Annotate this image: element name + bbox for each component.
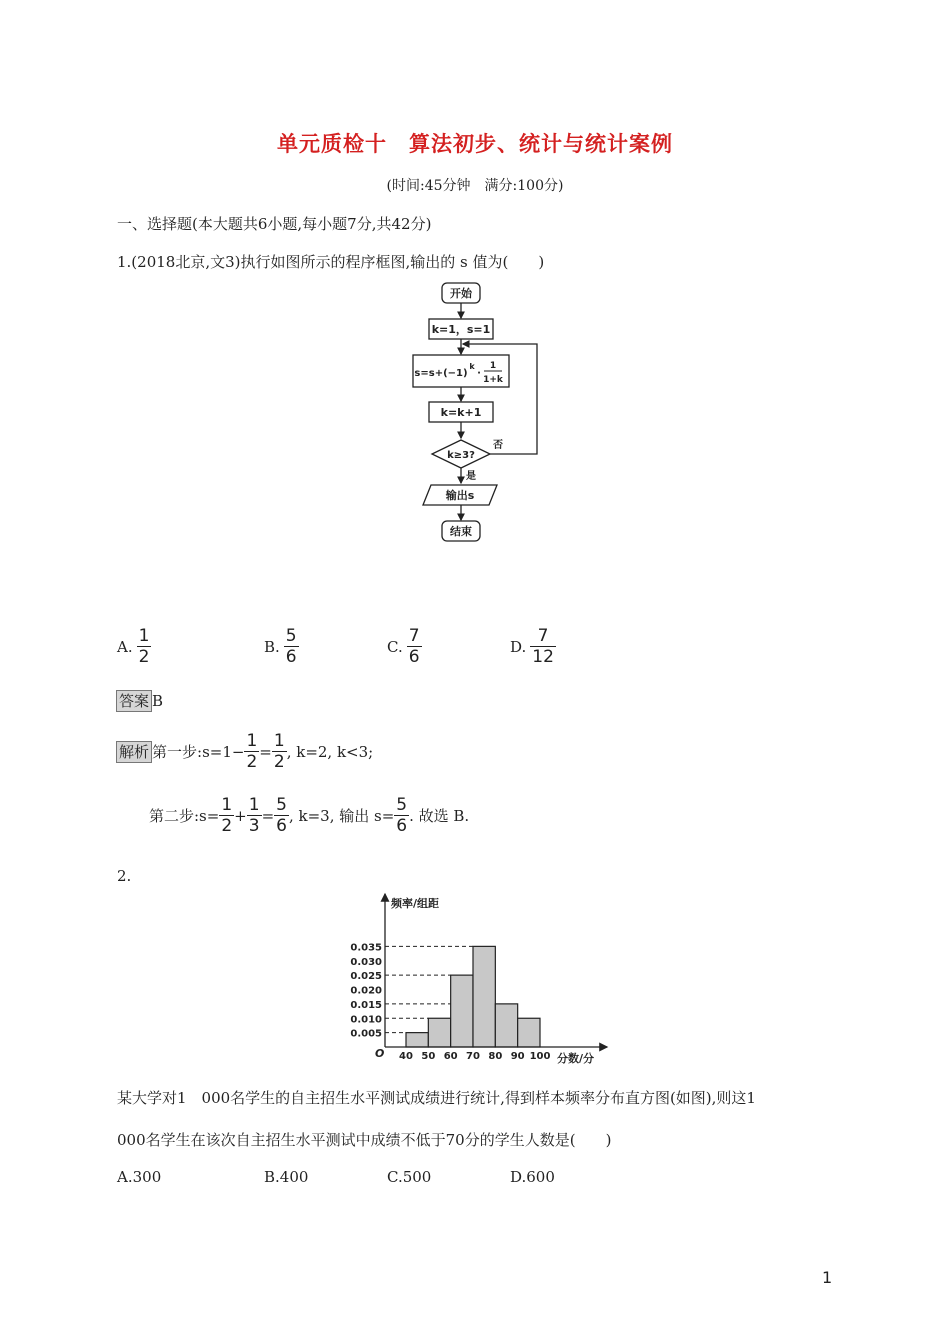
flowchart <box>405 278 550 548</box>
fraction <box>247 795 262 836</box>
denominator: 6 <box>285 647 297 667</box>
flow-condition-label: k≥3? <box>447 450 475 461</box>
histogram-bar <box>406 1033 428 1047</box>
flow-start-label: 开始 <box>450 287 472 300</box>
analysis-step-1 <box>116 731 373 772</box>
denominator: 6 <box>408 647 420 667</box>
x-tick-label: 40 <box>399 1051 413 1062</box>
fraction <box>274 795 289 836</box>
flow-update-exp: k <box>469 362 475 371</box>
fraction <box>272 731 287 772</box>
answer-tag: 答案 <box>116 690 152 712</box>
q2-option-c[interactable]: C.500 <box>387 1168 432 1186</box>
x-tick-label: 50 <box>421 1051 436 1062</box>
x-tick-label: 70 <box>466 1051 480 1062</box>
q2-option-a[interactable]: A.300 <box>117 1168 162 1186</box>
flow-init-label: k=1，s=1 <box>431 323 491 336</box>
numerator: 7 <box>408 626 420 646</box>
flow-end-label: 结束 <box>450 525 472 538</box>
flow-update-dot: · <box>477 368 481 379</box>
y-tick-label: 0.035 <box>350 942 382 954</box>
numerator: 1 <box>138 626 150 646</box>
step1-prefix: 第一步:s=1− <box>152 743 245 761</box>
analysis-tag: 解析 <box>116 741 152 763</box>
flow-output-label: 输出s <box>445 489 475 502</box>
origin-label: O <box>375 1047 385 1060</box>
denominator: 3 <box>248 816 260 836</box>
numerator: 1 <box>246 731 258 751</box>
question-1-text: 1.(2018北京,文3)执行如图所示的程序框图,输出的 s 值为( ) <box>117 253 545 271</box>
flow-update-den: 1+k <box>483 375 503 385</box>
histogram-chart <box>345 890 610 1070</box>
step2-suffix: . 故选 B. <box>409 807 470 825</box>
fraction <box>394 795 409 836</box>
q2-option-b[interactable]: B.400 <box>264 1168 309 1186</box>
answer-row <box>116 690 163 712</box>
analysis-step-2 <box>149 795 469 836</box>
y-tick-label: 0.015 <box>350 999 382 1011</box>
y-tick-label: 0.005 <box>350 1028 382 1040</box>
q1-option-b[interactable] <box>264 626 299 667</box>
denominator: 2 <box>221 816 233 836</box>
denominator: 2 <box>273 752 285 772</box>
answer-value: B <box>152 692 164 710</box>
flow-update-num: 1 <box>489 361 497 371</box>
option-fraction <box>407 626 422 667</box>
y-tick-label: 0.020 <box>350 985 382 997</box>
option-fraction <box>137 626 152 667</box>
step1-suffix: , k=2, k<3; <box>286 742 374 761</box>
y-tick-label: 0.030 <box>350 956 382 968</box>
option-fraction <box>530 626 556 667</box>
option-label: D. <box>510 637 527 656</box>
y-tick-label: 0.025 <box>350 971 382 983</box>
histogram-bar <box>451 975 473 1047</box>
q1-option-a[interactable] <box>117 626 151 667</box>
histogram-bar <box>495 1004 517 1047</box>
histogram-bar <box>518 1018 540 1047</box>
exam-info: (时间:45分钟 满分:100分) <box>386 178 564 194</box>
numerator: 5 <box>396 795 408 815</box>
section-heading: 一、选择题(本大题共6小题,每小题7分,共42分) <box>117 215 432 233</box>
equals-sign: = <box>259 742 272 761</box>
numerator: 1 <box>273 731 285 751</box>
question-2-text-line-2: 000名学生在该次自主招生水平测试中成绩不低于70分的学生人数是( ) <box>117 1131 612 1149</box>
flow-no-label: 否 <box>493 440 503 451</box>
plus-sign: + <box>234 806 247 825</box>
page-title: 单元质检十 算法初步、统计与统计案例 <box>277 132 673 156</box>
q1-option-d[interactable] <box>510 626 556 667</box>
step2-mid: , k=3, 输出 s= <box>288 807 395 825</box>
flow-update-label: s=s+(−1) <box>414 368 468 379</box>
denominator: 6 <box>276 816 287 836</box>
flow-increment-label: k=k+1 <box>440 406 482 419</box>
fraction <box>244 731 259 772</box>
q2-option-d[interactable]: D.600 <box>510 1168 555 1186</box>
x-tick-label: 100 <box>529 1051 551 1062</box>
option-label: C. <box>387 637 403 656</box>
numerator: 5 <box>276 795 287 815</box>
q1-option-c[interactable] <box>387 626 422 667</box>
x-tick-label: 90 <box>510 1051 525 1062</box>
page-number: 1 <box>822 1268 833 1287</box>
fraction <box>219 795 234 836</box>
numerator: 1 <box>248 795 260 815</box>
option-label: B. <box>264 637 280 656</box>
option-label: A. <box>117 637 133 656</box>
y-tick-label: 0.010 <box>350 1014 382 1026</box>
flow-yes-label: 是 <box>466 471 476 482</box>
y-axis-label: 频率/组距 <box>391 897 440 910</box>
numerator: 1 <box>221 795 233 815</box>
denominator: 2 <box>138 647 150 667</box>
histogram-bar <box>473 946 495 1047</box>
x-tick-label: 60 <box>443 1051 458 1062</box>
equals-sign: = <box>261 806 275 825</box>
step2-prefix: 第二步:s= <box>149 807 220 825</box>
numerator: 7 <box>530 626 556 647</box>
question-2-text-line-1: 某大学对1 000名学生的自主招生水平测试成绩进行统计,得到样本频率分布直方图(如图),则这1 <box>117 1089 756 1107</box>
numerator: 5 <box>285 626 297 646</box>
denominator: 6 <box>396 816 408 836</box>
histogram-bar <box>428 1018 450 1047</box>
x-axis-label: 分数/分 <box>557 1052 595 1065</box>
denominator: 12 <box>532 647 554 667</box>
option-fraction <box>284 626 299 667</box>
question-2-number: 2. <box>117 867 132 885</box>
denominator: 2 <box>246 752 258 772</box>
x-tick-label: 80 <box>488 1051 503 1062</box>
